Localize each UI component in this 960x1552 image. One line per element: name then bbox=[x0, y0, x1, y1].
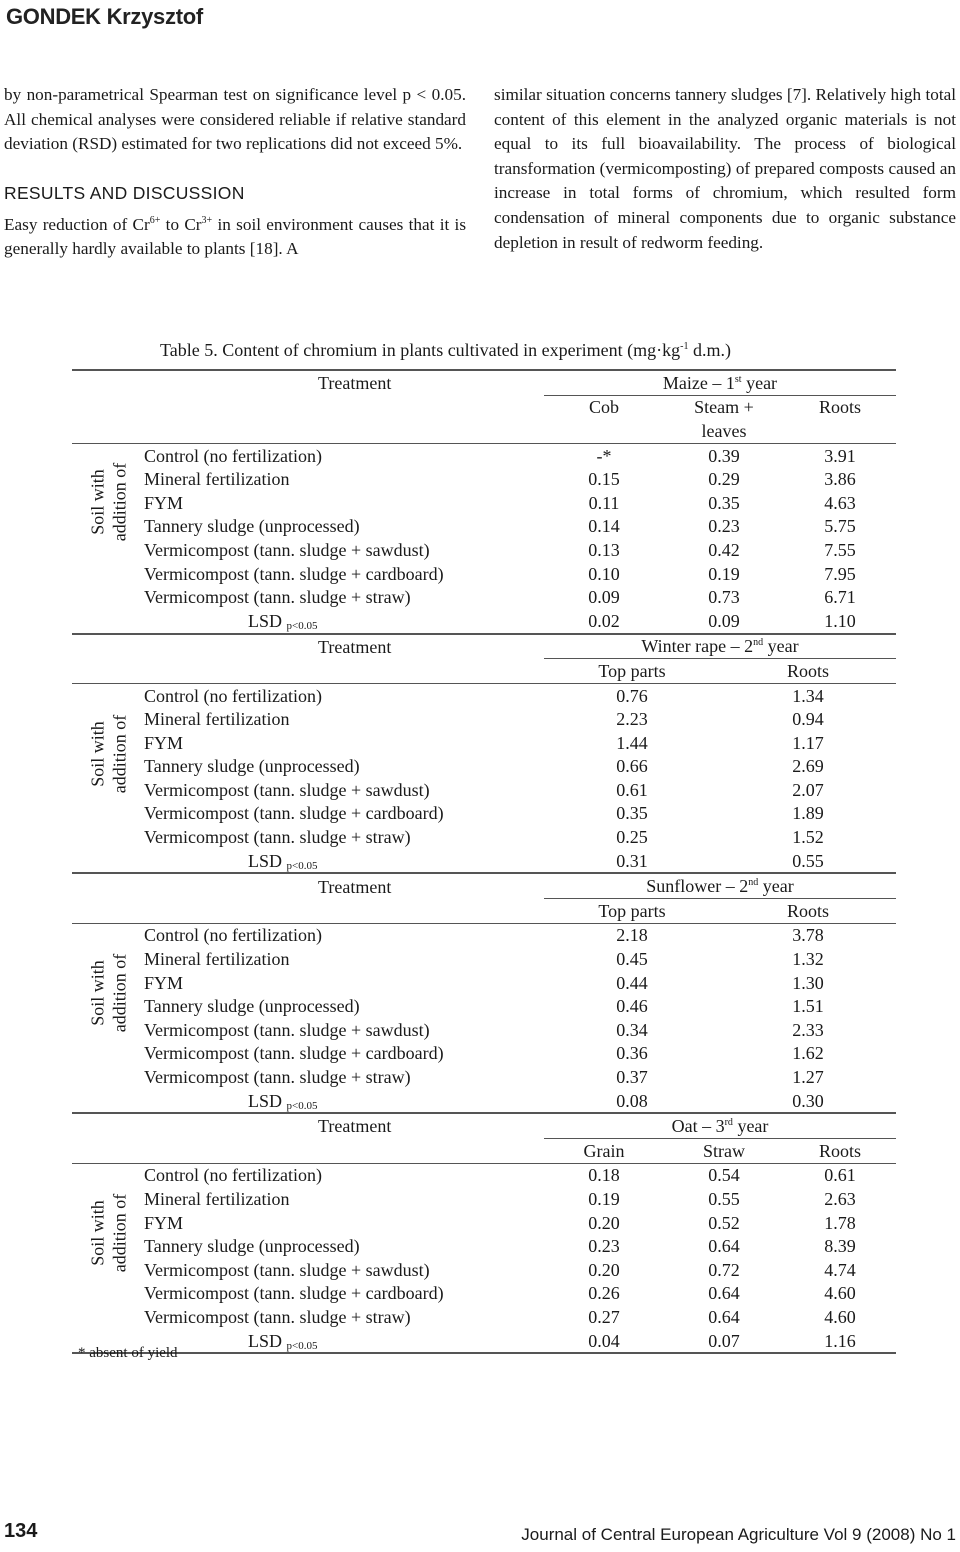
subheader-roots: Roots bbox=[819, 1140, 862, 1161]
table-cell: 0.64 bbox=[708, 1236, 740, 1257]
sunflower-rows bbox=[72, 923, 896, 1089]
table-cell: 0.26 bbox=[588, 1283, 620, 1304]
table-row bbox=[72, 1234, 896, 1258]
table-row bbox=[72, 515, 896, 539]
treatment-name: Vermicompost (tann. sludge + straw) bbox=[144, 587, 411, 608]
table-cell: 0.39 bbox=[708, 445, 740, 466]
side-label: Soil with addition of bbox=[87, 462, 129, 542]
table-cell: 3.78 bbox=[792, 925, 824, 946]
table-cell: 0.94 bbox=[792, 709, 824, 730]
treatment-name: Vermicompost (tann. sludge + straw) bbox=[144, 1067, 411, 1088]
treatment-name: Vermicompost (tann. sludge + sawdust) bbox=[144, 1259, 430, 1280]
treatment-name: Vermicompost (tann. sludge + cardboard) bbox=[144, 563, 444, 584]
table-cell: 1.51 bbox=[792, 996, 824, 1017]
treatment-name: Tannery sludge (unprocessed) bbox=[144, 516, 360, 537]
lsd-label: LSD $_{p<0.05}$ bbox=[248, 610, 318, 632]
table-row bbox=[72, 971, 896, 995]
table-row bbox=[72, 683, 896, 707]
treatment-name: Mineral fertilization bbox=[144, 709, 290, 730]
treatment-name: Mineral fertilization bbox=[144, 469, 290, 490]
table-cell: 7.95 bbox=[824, 563, 856, 584]
treatment-name: FYM bbox=[144, 732, 184, 753]
table-row bbox=[72, 923, 896, 947]
table-row bbox=[72, 538, 896, 562]
table-cell: -* bbox=[596, 445, 612, 466]
table-cell: 4.60 bbox=[824, 1306, 856, 1327]
table-cell: 0.61 bbox=[616, 779, 648, 800]
table-row bbox=[72, 1282, 896, 1306]
table-cell: 0.09 bbox=[708, 610, 740, 631]
crop-header-maize: Maize – 1st year bbox=[544, 371, 896, 395]
treatment-header: Treatment bbox=[318, 1116, 392, 1137]
table-cell: 0.52 bbox=[708, 1212, 740, 1233]
table-cell: 0.35 bbox=[708, 492, 740, 513]
paragraph-results-continued: similar situation concerns tannery sludges [7]. Relatively high total content of this element in the analyzed organic materials is not equal to its full bioavailability. The process of biological transformation (vermicomposting) of prepared composts caused an increase in total forms of chromium, which resulted form condensation of mineral components due to organic substance depletion in result of redworm feeding. bbox=[494, 85, 956, 252]
table-row bbox=[72, 731, 896, 755]
treatment-name: Vermicompost (tann. sludge + cardboard) bbox=[144, 1283, 444, 1304]
treatment-name: Control (no fertilization) bbox=[144, 925, 322, 946]
table-cell: 0.15 bbox=[588, 469, 620, 490]
table-cell: 1.62 bbox=[792, 1043, 824, 1064]
table-cell: 0.19 bbox=[588, 1188, 620, 1209]
treatment-name: Tannery sludge (unprocessed) bbox=[144, 996, 360, 1017]
treatment-name: Tannery sludge (unprocessed) bbox=[144, 1236, 360, 1257]
table-section-sunflower bbox=[72, 874, 896, 1112]
subheader-roots: Roots bbox=[787, 900, 830, 921]
subheader-cob: Cob bbox=[588, 397, 619, 418]
table-cell: 0.08 bbox=[616, 1090, 648, 1111]
table-section-oat bbox=[72, 1114, 896, 1352]
treatment-name: Control (no fertilization) bbox=[144, 1165, 322, 1186]
treatment-name: Vermicompost (tann. sludge + sawdust) bbox=[144, 1019, 430, 1040]
table-cell: 7.55 bbox=[824, 539, 856, 560]
table-row bbox=[72, 1042, 896, 1066]
table-cell: 0.29 bbox=[708, 469, 740, 490]
table-cell: 0.64 bbox=[708, 1306, 740, 1327]
treatment-name: Vermicompost (tann. sludge + straw) bbox=[144, 827, 411, 848]
treatment-name: Control (no fertilization) bbox=[144, 445, 322, 466]
table-row-lsd bbox=[72, 1089, 896, 1113]
table-cell: 0.44 bbox=[616, 972, 648, 993]
table-cell: 1.10 bbox=[824, 610, 856, 631]
table-block-oat bbox=[72, 1112, 896, 1354]
table-cell: 1.89 bbox=[792, 803, 824, 824]
right-column bbox=[494, 83, 956, 255]
treatment-name: Mineral fertilization bbox=[144, 1188, 290, 1209]
table-cell: 0.61 bbox=[824, 1165, 856, 1186]
treatment-name: Vermicompost (tann. sludge + cardboard) bbox=[144, 1043, 444, 1064]
table-cell: 3.86 bbox=[824, 469, 856, 490]
table-cell: 0.20 bbox=[588, 1212, 620, 1233]
table-cell: 4.74 bbox=[824, 1259, 856, 1280]
table-cell: 2.07 bbox=[792, 779, 824, 800]
table-cell: 0.11 bbox=[588, 492, 620, 513]
treatment-name: Tannery sludge (unprocessed) bbox=[144, 756, 360, 777]
table-cell: 0.73 bbox=[708, 587, 740, 608]
table-cell: 0.55 bbox=[708, 1188, 740, 1209]
table-cell: 0.64 bbox=[708, 1283, 740, 1304]
table-row-lsd bbox=[72, 609, 896, 633]
table-cell: 1.17 bbox=[792, 732, 824, 753]
table-cell: 0.34 bbox=[616, 1019, 648, 1040]
table-cell: 1.34 bbox=[792, 685, 824, 706]
treatment-name: Vermicompost (tann. sludge + straw) bbox=[144, 1306, 411, 1327]
table-cell: 0.54 bbox=[708, 1165, 740, 1186]
table-row bbox=[72, 1305, 896, 1329]
table-footnote: * absent of yield bbox=[78, 1345, 178, 1361]
journal-footer: Journal of Central European Agriculture Vol 9 (2008) No 1 bbox=[521, 1525, 956, 1544]
table-row bbox=[72, 1211, 896, 1235]
table-cell: 2.33 bbox=[792, 1019, 824, 1040]
table-row bbox=[72, 1163, 896, 1187]
table-cell: 1.32 bbox=[792, 949, 824, 970]
table-row bbox=[72, 1187, 896, 1211]
table-cell: 5.75 bbox=[824, 516, 856, 537]
table-cell: 1.44 bbox=[616, 732, 648, 753]
treatment-name: Mineral fertilization bbox=[144, 949, 290, 970]
lsd-label: LSD $_{p<0.05}$ bbox=[248, 850, 318, 872]
treatment-header: Treatment bbox=[318, 876, 392, 897]
table-cell: 2.23 bbox=[616, 709, 648, 730]
table-cell: 0.23 bbox=[708, 516, 740, 537]
side-label: Soil with addition of bbox=[87, 1194, 129, 1273]
table-cell: 0.31 bbox=[616, 850, 648, 871]
table-block-winter-rape bbox=[72, 633, 896, 873]
crop-header-winter-rape: Winter rape – 2nd year bbox=[544, 635, 896, 659]
table-cell: 0.72 bbox=[708, 1259, 740, 1280]
table-cell: 0.13 bbox=[588, 539, 620, 560]
lsd-label: LSD $_{p<0.05}$ bbox=[248, 1090, 318, 1112]
table-block-sunflower bbox=[72, 872, 896, 1112]
table-row-lsd bbox=[72, 1329, 896, 1353]
subheader-roots: Roots bbox=[818, 397, 861, 418]
table-cell: 1.78 bbox=[824, 1212, 856, 1233]
table-cell: 1.16 bbox=[824, 1330, 856, 1351]
table-cell: 0.19 bbox=[708, 563, 740, 584]
treatment-name: Vermicompost (tann. sludge + sawdust) bbox=[144, 779, 430, 800]
table-cell: 0.37 bbox=[616, 1067, 648, 1088]
table-cell: 0.14 bbox=[588, 516, 620, 537]
treatment-name: Control (no fertilization) bbox=[144, 685, 322, 706]
maize-rows bbox=[72, 443, 896, 609]
table-block-maize bbox=[72, 369, 896, 633]
table-cell: 0.23 bbox=[588, 1236, 620, 1257]
table-section-maize bbox=[72, 371, 896, 633]
table-cell: 0.02 bbox=[588, 610, 620, 631]
table-cell: 0.30 bbox=[792, 1090, 824, 1111]
table-cell: 0.76 bbox=[616, 685, 648, 706]
crop-header-sunflower: Sunflower – 2nd year bbox=[544, 874, 896, 898]
left-column bbox=[4, 83, 466, 262]
subheader-top-parts: Top parts bbox=[598, 660, 666, 681]
table-cell: 4.60 bbox=[824, 1283, 856, 1304]
running-header-author: GONDEK Krzysztof bbox=[6, 4, 203, 29]
table-row bbox=[72, 1018, 896, 1042]
table-row bbox=[72, 585, 896, 609]
subheader-steam-leaves: Steam + bbox=[694, 397, 754, 418]
table-cell: 0.46 bbox=[616, 996, 648, 1017]
page-number: 134 bbox=[4, 1520, 38, 1542]
table-cell: 0.04 bbox=[588, 1330, 620, 1351]
side-label: Soil with addition of bbox=[87, 714, 129, 793]
table-cell: 1.52 bbox=[792, 827, 824, 848]
treatment-header: Treatment bbox=[318, 373, 392, 394]
table-cell: 8.39 bbox=[824, 1236, 856, 1257]
rape-rows bbox=[72, 683, 896, 849]
subheader-top-parts: Top parts bbox=[598, 900, 666, 921]
side-label: Soil with addition of bbox=[87, 954, 129, 1033]
paragraph-results: Easy reduction of $Cr^{6+}$ to $Cr^{3+}$ in soil environment causes that it is generally hardly available to plants [18]. A bbox=[4, 214, 467, 259]
treatment-name: FYM bbox=[144, 492, 184, 513]
table-row bbox=[72, 1258, 896, 1282]
table-row bbox=[72, 491, 896, 515]
table-cell: 0.66 bbox=[616, 756, 648, 777]
table-cell: 0.07 bbox=[708, 1330, 740, 1351]
subheader-roots: Roots bbox=[786, 660, 829, 681]
table-cell: 0.25 bbox=[616, 827, 648, 848]
table-row bbox=[72, 947, 896, 971]
table-row bbox=[72, 778, 896, 802]
crop-header-oat: Oat – 3rd year bbox=[544, 1114, 896, 1138]
table-row bbox=[72, 467, 896, 491]
table-cell: 2.63 bbox=[824, 1188, 856, 1209]
table-cell: 1.30 bbox=[792, 972, 824, 993]
table-cell: 0.20 bbox=[588, 1259, 620, 1280]
table-cell: 0.36 bbox=[616, 1043, 648, 1064]
table-cell: 3.91 bbox=[824, 445, 856, 466]
table-cell: 0.35 bbox=[616, 803, 648, 824]
table-row bbox=[72, 994, 896, 1018]
treatment-name: Vermicompost (tann. sludge + cardboard) bbox=[144, 803, 444, 824]
subheader-straw: Straw bbox=[703, 1140, 745, 1161]
table-row bbox=[72, 1065, 896, 1089]
table-section-winter-rape bbox=[72, 635, 896, 873]
table-row bbox=[72, 755, 896, 779]
table-cell: 0.09 bbox=[588, 587, 620, 608]
table-cell: 6.71 bbox=[824, 587, 856, 608]
table-cell: 0.42 bbox=[708, 539, 740, 560]
paragraph-methods-end: by non-parametrical Spearman test on significance level p < 0.05. All chemical analyses were considered reliable if relative standard deviation (RSD) estimated for two replications did not exceed 5%. bbox=[4, 85, 466, 154]
table-cell: 2.18 bbox=[616, 925, 648, 946]
treatment-name: FYM bbox=[144, 1212, 184, 1233]
table-cell: 0.45 bbox=[616, 949, 648, 970]
table-row bbox=[72, 707, 896, 731]
table-row bbox=[72, 443, 896, 467]
table-cell: 1.27 bbox=[792, 1067, 824, 1088]
table-cell: 4.63 bbox=[824, 492, 856, 513]
table-row bbox=[72, 802, 896, 826]
treatment-name: FYM bbox=[144, 972, 184, 993]
table-cell: 0.10 bbox=[588, 563, 620, 584]
table-row bbox=[72, 562, 896, 586]
oat-rows bbox=[72, 1163, 896, 1329]
treatment-header: Treatment bbox=[318, 636, 392, 657]
lsd-label: LSD $_{p<0.05}$ bbox=[248, 1330, 318, 1352]
subheader-steam-leaves-2: leaves bbox=[701, 420, 747, 441]
table-row bbox=[72, 825, 896, 849]
table-cell: 0.18 bbox=[588, 1165, 620, 1186]
section-heading: RESULTS AND DISCUSSION bbox=[4, 182, 245, 203]
table-row-lsd bbox=[72, 849, 896, 873]
treatment-name: Vermicompost (tann. sludge + sawdust) bbox=[144, 539, 430, 560]
subheader-grain: Grain bbox=[583, 1140, 625, 1161]
chromium-table bbox=[72, 369, 896, 1354]
table-caption: Table 5. Content of chromium in plants cultivated in experiment ($mg\cdot kg^{-1}$ d.m.) bbox=[160, 340, 731, 360]
table-cell: 0.27 bbox=[588, 1306, 620, 1327]
table-cell: 2.69 bbox=[792, 756, 824, 777]
table-cell: 0.55 bbox=[792, 850, 824, 871]
